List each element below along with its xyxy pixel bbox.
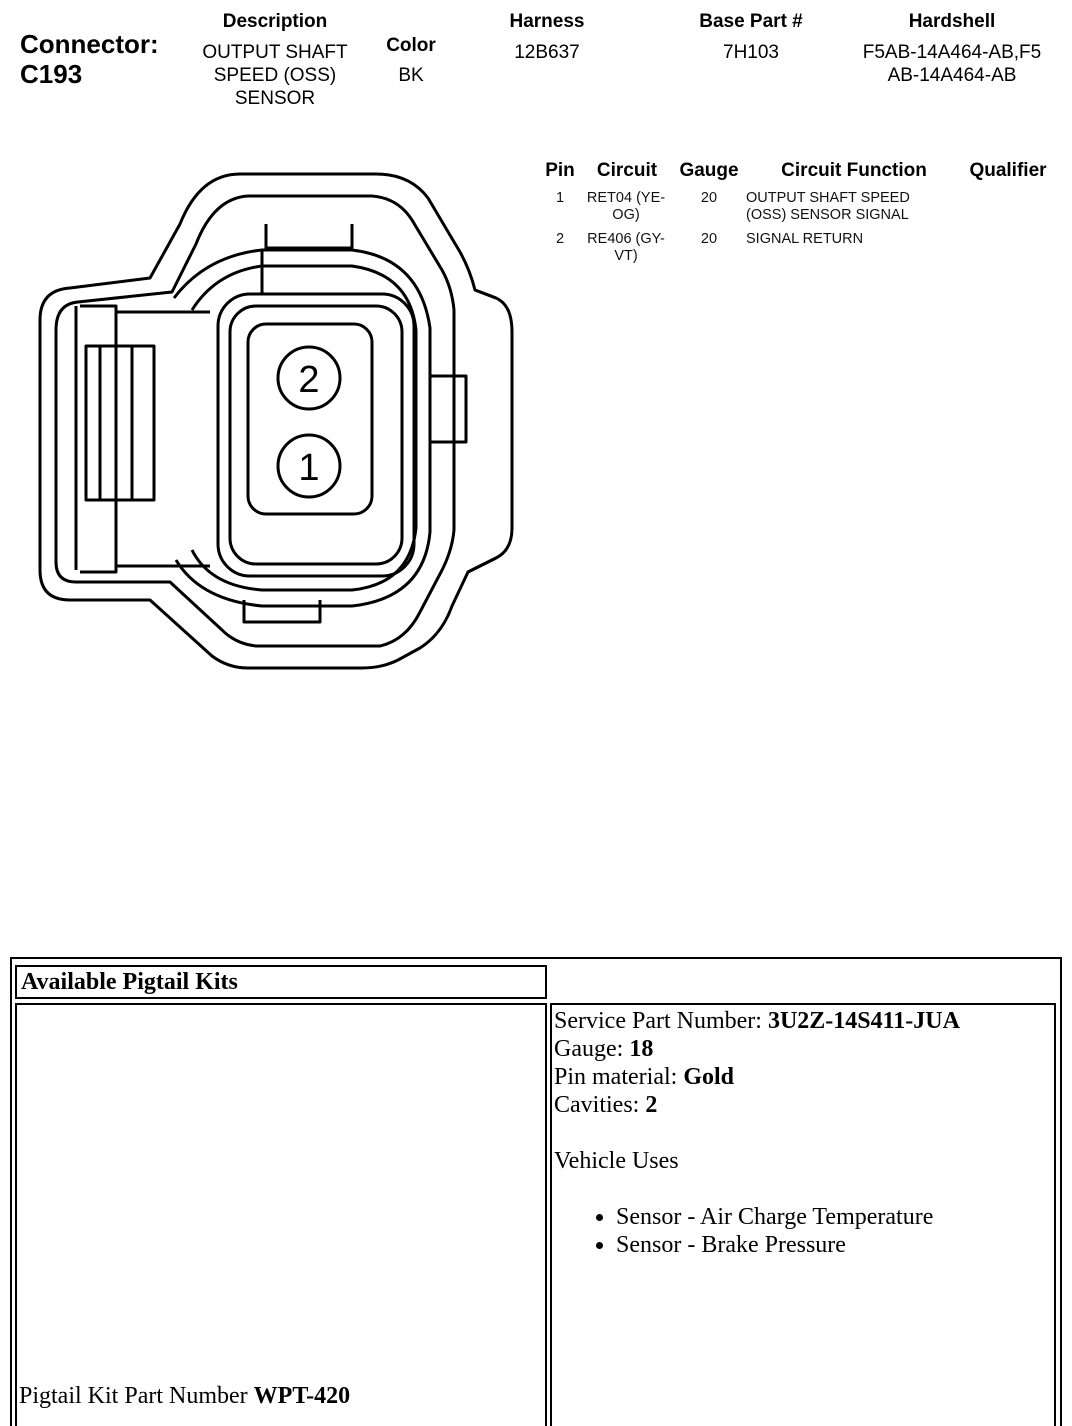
pin-material-label: Pin material: xyxy=(554,1064,678,1090)
base-part-header: Base Part # xyxy=(699,11,803,32)
col-circuit-function: Circuit Function xyxy=(781,160,927,181)
base-part-value: 7H103 xyxy=(723,42,779,63)
service-part-label: Service Part Number: xyxy=(554,1008,762,1034)
circuit-id: RE406 (GY-VT) xyxy=(587,231,665,264)
harness-value: 12B637 xyxy=(514,42,580,63)
harness-header: Harness xyxy=(509,11,585,32)
pigtail-kit-number: WPT-420 xyxy=(253,1383,351,1409)
inner-arch-2 xyxy=(192,266,416,590)
connector-label xyxy=(20,29,159,89)
service-part-line xyxy=(554,1007,1052,1035)
pigtail-details-cell xyxy=(550,1003,1056,1426)
col-gauge: Gauge xyxy=(679,160,739,181)
pin-material-value: Gold xyxy=(683,1064,734,1090)
col-qualifier: Qualifier xyxy=(969,160,1047,181)
left-latch-grip xyxy=(86,346,154,500)
description-header: Description xyxy=(222,11,328,32)
circuit-function: OUTPUT SHAFT SPEED (OSS) SENSOR SIGNAL xyxy=(746,190,910,223)
gauge-line xyxy=(554,1035,1052,1063)
description-value: OUTPUT SHAFT SPEED (OSS) SENSOR xyxy=(202,42,348,109)
pigtail-title-cell xyxy=(15,965,547,999)
cavities-line xyxy=(554,1091,1052,1119)
pin-number: 2 xyxy=(555,231,565,247)
hardshell-header: Hardshell xyxy=(908,11,996,32)
cavities-value: 2 xyxy=(645,1092,658,1118)
circuit-function: SIGNAL RETURN xyxy=(746,231,864,247)
gauge-value: 20 xyxy=(700,190,718,206)
circuit-id: RET04 (YE-OG) xyxy=(586,190,666,223)
connector-label-text: Connector: xyxy=(20,29,159,59)
color-value: BK xyxy=(398,65,424,86)
connector-id: C193 xyxy=(20,59,83,89)
top-key-notch xyxy=(266,224,352,248)
col-circuit: Circuit xyxy=(596,160,658,181)
color-header: Color xyxy=(386,35,436,56)
right-key-notch xyxy=(430,376,466,442)
pin-number: 1 xyxy=(555,190,565,206)
pigtail-title: Available Pigtail Kits xyxy=(21,969,238,995)
vehicle-uses-heading: Vehicle Uses xyxy=(554,1148,679,1174)
list-item: • Sensor - Air Charge Temperature xyxy=(616,1203,1052,1231)
gauge-value: 20 xyxy=(700,231,718,247)
inner-arch xyxy=(174,250,430,606)
pin-1-label: 1 xyxy=(298,447,320,489)
cavities-label: Cavities: xyxy=(554,1092,640,1118)
gauge-label: Gauge: xyxy=(554,1036,624,1062)
pigtail-image-cell xyxy=(15,1003,547,1426)
left-latch-ribs xyxy=(116,312,210,566)
right-latch xyxy=(468,290,496,572)
left-latch-ribs-inner xyxy=(100,346,132,500)
pin-material-line xyxy=(554,1063,1052,1091)
pigtail-kit-label: Pigtail Kit Part Number xyxy=(19,1383,248,1409)
vehicle-uses-list xyxy=(554,1203,1052,1259)
col-pin: Pin xyxy=(545,160,575,181)
connector-face-diagram xyxy=(0,160,530,680)
list-item: • Sensor - Brake Pressure xyxy=(616,1231,1052,1259)
pigtail-kit-line xyxy=(19,1383,350,1410)
hardshell-value: F5AB-14A464-AB,F5AB-14A464-AB xyxy=(862,42,1042,86)
gauge-number: 18 xyxy=(629,1036,654,1062)
pin-2-label: 2 xyxy=(298,359,320,401)
bottom-key-notch xyxy=(244,600,320,622)
service-part-number: 3U2Z-14S411-JUA xyxy=(767,1008,960,1034)
